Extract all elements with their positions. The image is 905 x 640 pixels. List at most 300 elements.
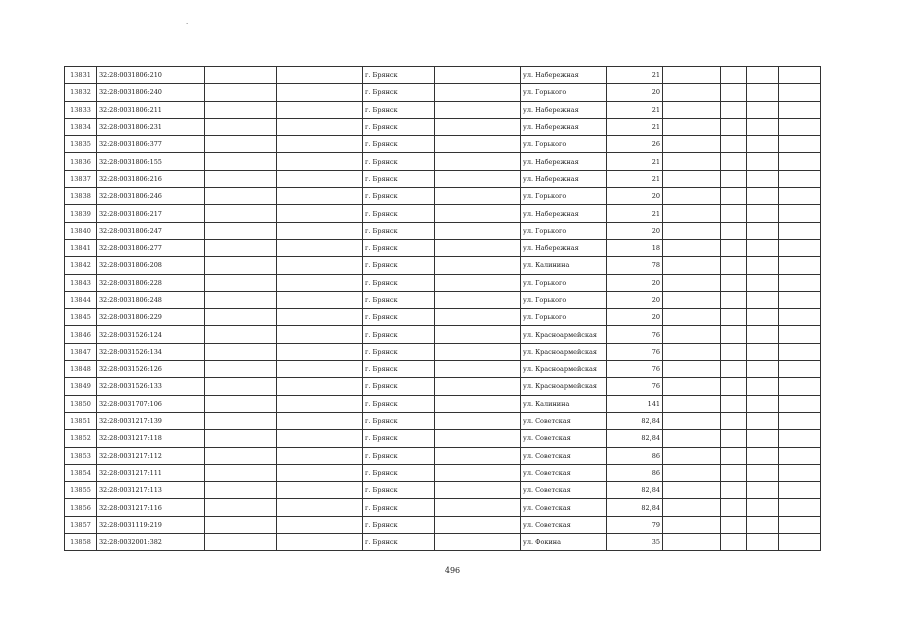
empty-cell [663, 84, 721, 101]
empty-cell [663, 326, 721, 343]
empty-cell [721, 222, 747, 239]
city-cell: г. Брянск [363, 170, 435, 187]
row-number-cell: 13842 [65, 257, 97, 274]
city-cell: г. Брянск [363, 412, 435, 429]
empty-cell [663, 309, 721, 326]
empty-cell [747, 274, 779, 291]
row-number-cell: 13851 [65, 412, 97, 429]
empty-cell [435, 395, 521, 412]
empty-cell [435, 534, 521, 551]
empty-cell [721, 361, 747, 378]
cadastral-number-cell: 32:28:0031217:112 [97, 447, 205, 464]
empty-cell [747, 205, 779, 222]
row-number-cell: 13831 [65, 67, 97, 84]
empty-cell [747, 136, 779, 153]
city-cell: г. Брянск [363, 205, 435, 222]
row-number-cell: 13852 [65, 430, 97, 447]
empty-cell [721, 464, 747, 481]
house-number-cell: 21 [607, 170, 663, 187]
empty-cell [435, 274, 521, 291]
empty-cell [205, 447, 277, 464]
empty-cell [663, 291, 721, 308]
row-number-cell: 13832 [65, 84, 97, 101]
table-row [65, 482, 821, 499]
empty-cell [205, 343, 277, 360]
row-number-cell: 13835 [65, 136, 97, 153]
empty-cell [721, 239, 747, 256]
row-number-cell: 13841 [65, 239, 97, 256]
empty-cell [205, 153, 277, 170]
empty-cell [747, 153, 779, 170]
empty-cell [435, 257, 521, 274]
empty-cell [721, 430, 747, 447]
empty-cell [663, 67, 721, 84]
empty-cell [779, 482, 821, 499]
house-number-cell: 35 [607, 534, 663, 551]
empty-cell [721, 534, 747, 551]
table-row [65, 136, 821, 153]
house-number-cell: 20 [607, 84, 663, 101]
empty-cell [435, 430, 521, 447]
row-number-cell: 13855 [65, 482, 97, 499]
house-number-cell: 21 [607, 67, 663, 84]
table-row [65, 67, 821, 84]
cadastral-number-cell: 32:28:0031806:231 [97, 118, 205, 135]
empty-cell [663, 343, 721, 360]
empty-cell [747, 84, 779, 101]
row-number-cell: 13845 [65, 309, 97, 326]
empty-cell [435, 412, 521, 429]
empty-cell [747, 291, 779, 308]
empty-cell [663, 205, 721, 222]
street-cell: ул. Горького [521, 136, 607, 153]
empty-cell [663, 257, 721, 274]
empty-cell [435, 153, 521, 170]
empty-cell [435, 136, 521, 153]
cadastral-number-cell: 32:28:0031806:247 [97, 222, 205, 239]
cadastral-number-cell: 32:28:0031526:134 [97, 343, 205, 360]
empty-cell [205, 378, 277, 395]
street-cell: ул. Горького [521, 309, 607, 326]
empty-cell [205, 118, 277, 135]
city-cell: г. Брянск [363, 153, 435, 170]
empty-cell [435, 205, 521, 222]
empty-cell [277, 222, 363, 239]
street-cell: ул. Горького [521, 84, 607, 101]
empty-cell [277, 378, 363, 395]
city-cell: г. Брянск [363, 343, 435, 360]
street-cell: ул. Набережная [521, 101, 607, 118]
empty-cell [721, 67, 747, 84]
street-cell: ул. Красноармейская [521, 378, 607, 395]
street-cell: ул. Набережная [521, 153, 607, 170]
empty-cell [779, 188, 821, 205]
empty-cell [779, 153, 821, 170]
cadastral-number-cell: 32:28:0031526:124 [97, 326, 205, 343]
cadastral-number-cell: 32:28:0031217:118 [97, 430, 205, 447]
row-number-cell: 13844 [65, 291, 97, 308]
empty-cell [205, 361, 277, 378]
house-number-cell: 82,84 [607, 499, 663, 516]
city-cell: г. Брянск [363, 257, 435, 274]
cadastral-number-cell: 32:28:0031806:208 [97, 257, 205, 274]
empty-cell [747, 257, 779, 274]
empty-cell [277, 516, 363, 533]
cadastral-number-cell: 32:28:0031217:113 [97, 482, 205, 499]
empty-cell [721, 309, 747, 326]
house-number-cell: 76 [607, 378, 663, 395]
empty-cell [663, 499, 721, 516]
street-cell: ул. Советская [521, 447, 607, 464]
street-cell: ул. Калинина [521, 395, 607, 412]
table-row [65, 118, 821, 135]
empty-cell [277, 343, 363, 360]
empty-cell [747, 430, 779, 447]
table-row [65, 153, 821, 170]
empty-cell [779, 447, 821, 464]
city-cell: г. Брянск [363, 482, 435, 499]
cadastral-number-cell: 32:28:0032001:382 [97, 534, 205, 551]
table-row [65, 188, 821, 205]
cadastral-number-cell: 32:28:0031806:377 [97, 136, 205, 153]
empty-cell [277, 499, 363, 516]
cadastral-number-cell: 32:28:0031806:277 [97, 239, 205, 256]
empty-cell [435, 447, 521, 464]
street-cell: ул. Советская [521, 499, 607, 516]
empty-cell [747, 170, 779, 187]
empty-cell [663, 464, 721, 481]
row-number-cell: 13836 [65, 153, 97, 170]
empty-cell [779, 516, 821, 533]
street-cell: ул. Советская [521, 482, 607, 499]
empty-cell [205, 257, 277, 274]
empty-cell [721, 170, 747, 187]
empty-cell [435, 499, 521, 516]
empty-cell [205, 84, 277, 101]
table-row [65, 239, 821, 256]
empty-cell [663, 361, 721, 378]
city-cell: г. Брянск [363, 309, 435, 326]
cadastral-number-cell: 32:28:0031707:106 [97, 395, 205, 412]
empty-cell [277, 153, 363, 170]
empty-cell [779, 257, 821, 274]
street-cell: ул. Советская [521, 430, 607, 447]
empty-cell [277, 239, 363, 256]
house-number-cell: 21 [607, 118, 663, 135]
house-number-cell: 20 [607, 274, 663, 291]
empty-cell [663, 430, 721, 447]
empty-cell [663, 170, 721, 187]
table-row [65, 101, 821, 118]
empty-cell [779, 343, 821, 360]
row-number-cell: 13858 [65, 534, 97, 551]
empty-cell [205, 516, 277, 533]
empty-cell [779, 378, 821, 395]
empty-cell [747, 516, 779, 533]
cadastral-number-cell: 32:28:0031806:229 [97, 309, 205, 326]
street-cell: ул. Набережная [521, 170, 607, 187]
empty-cell [205, 188, 277, 205]
cadastral-number-cell: 32:28:0031806:216 [97, 170, 205, 187]
city-cell: г. Брянск [363, 378, 435, 395]
empty-cell [779, 326, 821, 343]
empty-cell [277, 170, 363, 187]
empty-cell [435, 239, 521, 256]
row-number-cell: 13856 [65, 499, 97, 516]
street-cell: ул. Советская [521, 412, 607, 429]
empty-cell [779, 101, 821, 118]
table-row [65, 222, 821, 239]
house-number-cell: 21 [607, 153, 663, 170]
row-number-cell: 13854 [65, 464, 97, 481]
row-number-cell: 13848 [65, 361, 97, 378]
empty-cell [779, 170, 821, 187]
cadastral-number-cell: 32:28:0031806:240 [97, 84, 205, 101]
table-row [65, 84, 821, 101]
empty-cell [277, 412, 363, 429]
empty-cell [747, 464, 779, 481]
empty-cell [435, 516, 521, 533]
cadastral-number-cell: 32:28:0031526:133 [97, 378, 205, 395]
table-row [65, 516, 821, 533]
city-cell: г. Брянск [363, 84, 435, 101]
city-cell: г. Брянск [363, 516, 435, 533]
empty-cell [779, 430, 821, 447]
empty-cell [747, 222, 779, 239]
empty-cell [721, 343, 747, 360]
house-number-cell: 21 [607, 205, 663, 222]
street-cell: ул. Советская [521, 464, 607, 481]
empty-cell [747, 534, 779, 551]
cadastral-number-cell: 32:28:0031217:111 [97, 464, 205, 481]
house-number-cell: 18 [607, 239, 663, 256]
empty-cell [779, 412, 821, 429]
empty-cell [747, 343, 779, 360]
empty-cell [663, 534, 721, 551]
cadastral-number-cell: 32:28:0031119:219 [97, 516, 205, 533]
empty-cell [435, 464, 521, 481]
street-cell: ул. Калинина [521, 257, 607, 274]
empty-cell [747, 188, 779, 205]
cadastral-number-cell: 32:28:0031806:246 [97, 188, 205, 205]
empty-cell [205, 309, 277, 326]
empty-cell [205, 101, 277, 118]
empty-cell [721, 291, 747, 308]
empty-cell [721, 447, 747, 464]
empty-cell [435, 343, 521, 360]
empty-cell [747, 412, 779, 429]
empty-cell [779, 136, 821, 153]
street-cell: ул. Красноармейская [521, 343, 607, 360]
empty-cell [779, 395, 821, 412]
empty-cell [779, 67, 821, 84]
house-number-cell: 86 [607, 464, 663, 481]
empty-cell [277, 84, 363, 101]
cadastral-number-cell: 32:28:0031217:139 [97, 412, 205, 429]
cadastral-number-cell: 32:28:0031806:210 [97, 67, 205, 84]
empty-cell [205, 67, 277, 84]
table-row [65, 412, 821, 429]
empty-cell [779, 464, 821, 481]
cadastral-number-cell: 32:28:0031806:155 [97, 153, 205, 170]
empty-cell [779, 499, 821, 516]
empty-cell [721, 274, 747, 291]
house-number-cell: 26 [607, 136, 663, 153]
empty-cell [747, 499, 779, 516]
empty-cell [721, 188, 747, 205]
empty-cell [435, 361, 521, 378]
empty-cell [435, 482, 521, 499]
empty-cell [277, 464, 363, 481]
empty-cell [205, 395, 277, 412]
empty-cell [435, 170, 521, 187]
city-cell: г. Брянск [363, 239, 435, 256]
city-cell: г. Брянск [363, 430, 435, 447]
empty-cell [205, 222, 277, 239]
table-row [65, 343, 821, 360]
empty-cell [721, 378, 747, 395]
table-row [65, 534, 821, 551]
empty-cell [277, 430, 363, 447]
empty-cell [435, 188, 521, 205]
empty-cell [277, 447, 363, 464]
empty-cell [721, 118, 747, 135]
empty-cell [277, 101, 363, 118]
empty-cell [277, 361, 363, 378]
city-cell: г. Брянск [363, 326, 435, 343]
empty-cell [277, 326, 363, 343]
row-number-cell: 13850 [65, 395, 97, 412]
empty-cell [663, 118, 721, 135]
row-number-cell: 13839 [65, 205, 97, 222]
city-cell: г. Брянск [363, 188, 435, 205]
empty-cell [747, 101, 779, 118]
empty-cell [435, 101, 521, 118]
empty-cell [663, 101, 721, 118]
empty-cell [663, 412, 721, 429]
empty-cell [663, 222, 721, 239]
empty-cell [663, 378, 721, 395]
table-row [65, 378, 821, 395]
street-cell: ул. Красноармейская [521, 361, 607, 378]
empty-cell [277, 257, 363, 274]
city-cell: г. Брянск [363, 118, 435, 135]
empty-cell [779, 274, 821, 291]
table-body [65, 67, 821, 551]
empty-cell [205, 326, 277, 343]
empty-cell [277, 309, 363, 326]
empty-cell [205, 430, 277, 447]
house-number-cell: 21 [607, 101, 663, 118]
empty-cell [779, 118, 821, 135]
empty-cell [435, 118, 521, 135]
table-row [65, 395, 821, 412]
empty-cell [747, 482, 779, 499]
row-number-cell: 13846 [65, 326, 97, 343]
empty-cell [747, 447, 779, 464]
row-number-cell: 13849 [65, 378, 97, 395]
empty-cell [747, 395, 779, 412]
empty-cell [747, 309, 779, 326]
empty-cell [747, 239, 779, 256]
empty-cell [747, 118, 779, 135]
empty-cell [663, 153, 721, 170]
row-number-cell: 13838 [65, 188, 97, 205]
empty-cell [205, 412, 277, 429]
table-row [65, 205, 821, 222]
table-row [65, 291, 821, 308]
empty-cell [747, 378, 779, 395]
empty-cell [663, 516, 721, 533]
empty-cell [663, 447, 721, 464]
table-row [65, 430, 821, 447]
empty-cell [779, 534, 821, 551]
empty-cell [277, 188, 363, 205]
empty-cell [779, 222, 821, 239]
cadastral-number-cell: 32:28:0031806:217 [97, 205, 205, 222]
house-number-cell: 86 [607, 447, 663, 464]
row-number-cell: 13833 [65, 101, 97, 118]
empty-cell [435, 84, 521, 101]
empty-cell [721, 499, 747, 516]
house-number-cell: 141 [607, 395, 663, 412]
city-cell: г. Брянск [363, 534, 435, 551]
row-number-cell: 13853 [65, 447, 97, 464]
table-row [65, 464, 821, 481]
empty-cell [435, 326, 521, 343]
house-number-cell: 82,84 [607, 412, 663, 429]
cadastral-number-cell: 32:28:0031806:248 [97, 291, 205, 308]
city-cell: г. Брянск [363, 291, 435, 308]
row-number-cell: 13834 [65, 118, 97, 135]
empty-cell [779, 291, 821, 308]
empty-cell [277, 395, 363, 412]
empty-cell [205, 170, 277, 187]
table-row [65, 447, 821, 464]
city-cell: г. Брянск [363, 222, 435, 239]
empty-cell [779, 84, 821, 101]
city-cell: г. Брянск [363, 464, 435, 481]
empty-cell [205, 534, 277, 551]
street-cell: ул. Набережная [521, 67, 607, 84]
empty-cell [277, 67, 363, 84]
empty-cell [663, 482, 721, 499]
empty-cell [747, 67, 779, 84]
empty-cell [205, 274, 277, 291]
house-number-cell: 79 [607, 516, 663, 533]
empty-cell [205, 291, 277, 308]
empty-cell [277, 274, 363, 291]
empty-cell [721, 84, 747, 101]
house-number-cell: 82,84 [607, 482, 663, 499]
empty-cell [721, 482, 747, 499]
empty-cell [747, 361, 779, 378]
row-number-cell: 13840 [65, 222, 97, 239]
house-number-cell: 20 [607, 309, 663, 326]
house-number-cell: 20 [607, 188, 663, 205]
row-number-cell: 13857 [65, 516, 97, 533]
empty-cell [435, 291, 521, 308]
empty-cell [205, 464, 277, 481]
empty-cell [721, 101, 747, 118]
house-number-cell: 82,84 [607, 430, 663, 447]
empty-cell [435, 309, 521, 326]
property-registry-table [64, 66, 821, 551]
city-cell: г. Брянск [363, 447, 435, 464]
street-cell: ул. Горького [521, 222, 607, 239]
page-number: 496 [444, 566, 461, 575]
empty-cell [663, 274, 721, 291]
